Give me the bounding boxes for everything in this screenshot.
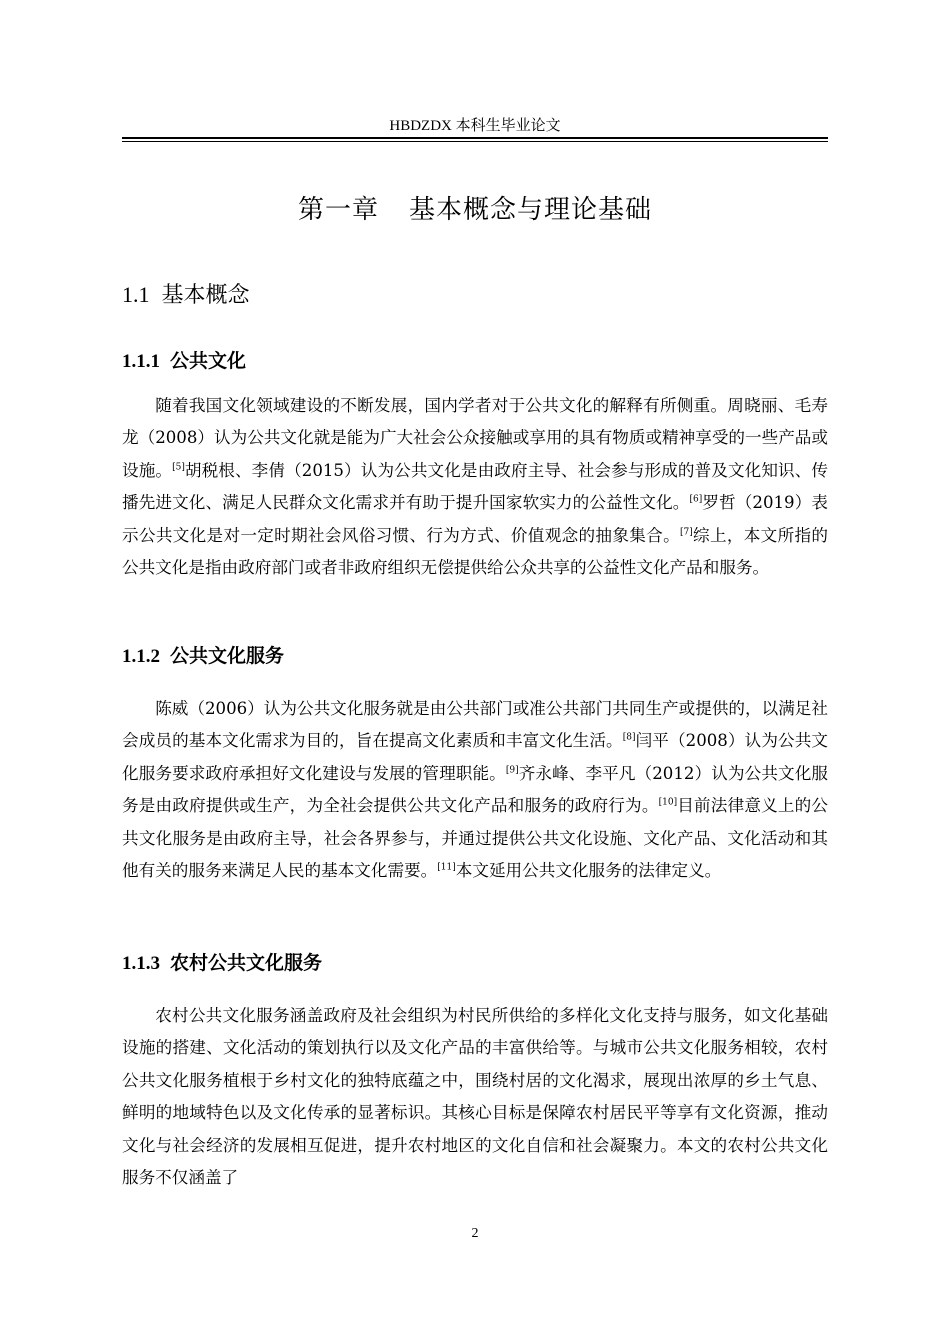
paragraph-text: 闫平（2008）认为公共文化服务要求政府承担好文化建设与发展的管理职能。 — [122, 731, 829, 783]
chapter-title — [122, 192, 828, 228]
section-title: 农村公共文化服务 — [170, 952, 323, 974]
chapter-number: 第一章 — [297, 195, 379, 225]
citation-ref: [9] — [505, 765, 519, 776]
section-number: 1.1.1 — [122, 351, 160, 372]
citation-ref: [11] — [437, 862, 456, 873]
paragraph-text: 本文延用公共文化服务的法律定义。 — [455, 861, 722, 881]
citation-ref: [6] — [689, 494, 703, 505]
section-number: 1.1 — [122, 282, 150, 307]
section-title: 公共文化 — [170, 350, 247, 372]
section-number: 1.1.3 — [122, 953, 160, 974]
paragraph-rural-public-culture-service — [122, 1000, 828, 1194]
citation-ref: [5] — [172, 462, 185, 473]
section-title: 公共文化服务 — [170, 645, 285, 667]
paragraph-text: 齐永峰、李平凡（2012）认为公共文化服务是由政府提供或生产，为全社会提供公共文化产品和服务的政府行为。 — [122, 763, 828, 816]
page-number: 2 — [471, 1226, 479, 1241]
chapter-name: 基本概念与理论基础 — [409, 195, 653, 225]
paragraph-text: 综上，本文所指的公共文化是指由政府部门或者非政府组织无偿提供给公众共享的公益性文化产品和服务。 — [122, 525, 829, 578]
paragraph-text: 随着我国文化领域建设的不断发展，国内学者对于公共文化的解释有所侧重。周晓丽、毛寿龙（2008）认为公共文化就是能为广大社会公众接触或享用的具有物质或精神享受的一些产品或设施。 — [122, 396, 828, 480]
header-rule-thick — [122, 137, 828, 139]
section-heading-1-1 — [122, 280, 250, 311]
citation-ref: [7] — [679, 527, 693, 538]
paragraph-text: 陈威（2006）认为公共文化服务就是由公共部门或准公共部门共同生产或提供的，以满足社会成员的基本文化需求为目的，旨在提高文化素质和丰富文化生活。 — [122, 699, 828, 751]
section-heading-1-1-2 — [122, 643, 284, 670]
paragraph-public-culture-service — [122, 693, 828, 887]
section-title: 基本概念 — [161, 283, 250, 308]
section-heading-1-1-3 — [122, 950, 322, 977]
running-header: HBDZDX 本科生毕业论文 — [389, 118, 561, 134]
paragraph-text: 目前法律意义上的公共文化服务是由政府主导，社会各界参与，并通过提供公共文化设施、文化产品、文化活动和其他有关的服务来满足人民的基本文化需要。 — [122, 796, 829, 881]
paragraph-text: 罗哲（2019）表示公共文化是对一定时期社会风俗习惯、行为方式、价值观念的抽象集合。 — [122, 493, 828, 545]
header-rule-thin — [122, 141, 828, 142]
paragraph-public-culture — [122, 390, 828, 584]
section-number: 1.1.2 — [122, 646, 160, 667]
citation-ref: [10] — [658, 797, 678, 808]
paragraph-text: 胡税根、李倩（2015）认为公共文化是由政府主导、社会参与形成的普及文化知识、传播先进文化、满足人民群众文化需求并有助于提升国家软实力的公益性文化。 — [122, 460, 829, 513]
section-heading-1-1-1 — [122, 348, 246, 375]
paragraph-text: 农村公共文化服务涵盖政府及社会组织为村民所供给的多样化文化支持与服务，如文化基础设施的搭建、文化活动的策划执行以及文化产品的丰富供给等。与城市公共文化服务相较，农村公共文化服务植根于乡村文化的独特底蕴之中，围绕村居的文化渴求，展现出浓厚的乡土气息、鲜明的地域特色以及文化传承的显著标识。其核心目标是保障农村居民平等享有文化资源，推动文化与社会经济的发展相互促进，提升农村地区的文化自信和社会凝聚力。本文的农村公共文化服务不仅涵盖了 — [122, 1006, 828, 1188]
citation-ref: [8] — [622, 732, 636, 743]
